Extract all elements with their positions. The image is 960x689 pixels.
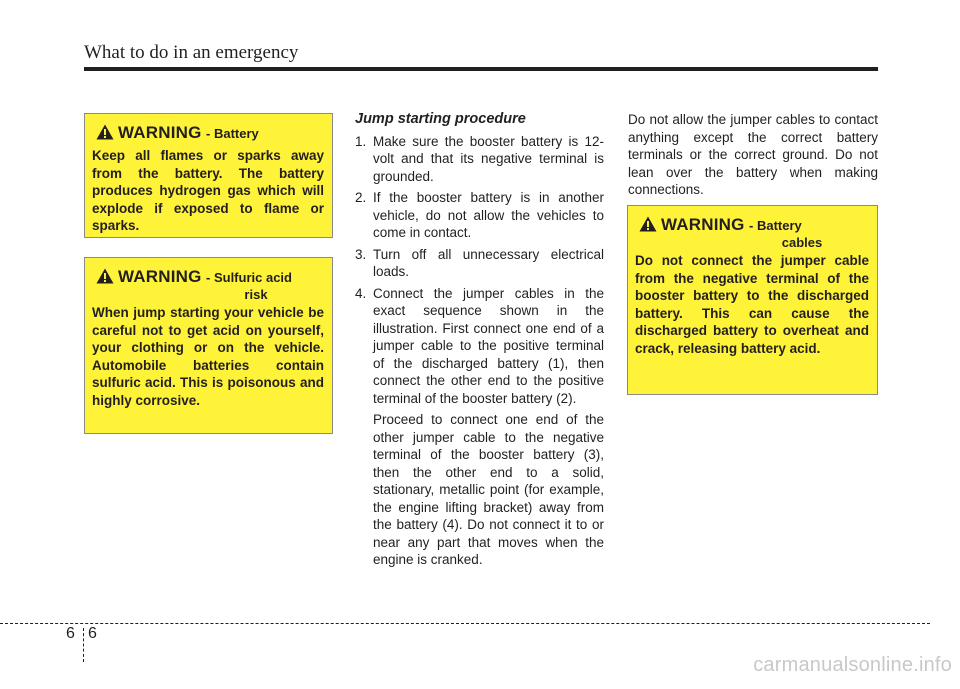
step-number: 1. — [355, 133, 367, 149]
procedure-step — [355, 246, 604, 281]
warning-subject-continued: risk — [244, 287, 268, 302]
step-number: 3. — [355, 246, 367, 262]
procedure-column — [355, 111, 604, 573]
warning-heading — [635, 215, 869, 250]
footer-rule — [0, 623, 930, 624]
warning-body: When jump starting your vehicle be careful not to get acid on yourself, your clothing or on the vehicle. Automobile batteries contain sulfuric acid. This is poisonous and highly corrosive. — [92, 305, 324, 408]
warning-triangle-icon — [96, 124, 114, 140]
procedure-step — [355, 189, 604, 242]
warning-word: WARNING — [118, 123, 202, 142]
section-number: 6 — [66, 625, 75, 642]
step-text: Connect the jumper cables in the exact sequence shown in the illustration. First connect one end of a jumper cable to the positive terminal of the discharged battery (1), then connect the other end to the positive terminal of the booster battery (2). — [373, 285, 604, 406]
procedure-step — [355, 133, 604, 186]
warning-subject: - Battery — [206, 126, 259, 141]
warning-box-battery-cables — [627, 205, 878, 395]
warning-subject: - Battery — [749, 218, 802, 233]
header-title: What to do in an emergency — [84, 42, 299, 63]
footer-divider — [83, 628, 84, 662]
step-text: Turn off all unnecessary electrical loads. — [373, 246, 604, 279]
watermark: carmanualsonline.info — [753, 654, 952, 676]
warning-heading — [92, 267, 324, 302]
warning-subject: - Sulfuric acid — [206, 270, 292, 285]
step-number: 2. — [355, 190, 367, 205]
warning-triangle-icon — [96, 268, 114, 284]
warning-box-sulfuric-acid — [84, 257, 333, 434]
step-text: If the booster battery is in another vehicle, do not allow the vehicles to come in contact. — [373, 190, 604, 240]
cable-caution-paragraph: Do not allow the jumper cables to contact anything except the correct battery terminals or the correct ground. Do not lean over the battery when making connections. — [628, 112, 878, 197]
warning-word: WARNING — [661, 215, 745, 234]
right-column — [628, 111, 878, 199]
step-text: Proceed to connect one end of the other jumper cable to the negative terminal of the booster battery (3), then the other end to a solid, stationary, metallic point (for example, the engine lifting bracket) away from the battery (4). Do not connect it to or near any part that moves when the engine is cranked. — [373, 412, 604, 567]
warning-body: Keep all flames or sparks away from the battery. The battery produces hydrogen gas which will explode if exposed to flame or sparks. — [92, 148, 324, 233]
step-number: 4. — [355, 285, 367, 301]
warning-word: WARNING — [118, 267, 202, 286]
procedure-step — [355, 285, 604, 408]
header-rule — [84, 67, 878, 71]
warning-box-battery — [84, 113, 333, 238]
procedure-step-continued — [355, 411, 604, 569]
warning-body: Do not connect the jumper cable from the negative terminal of the booster battery to the discharged battery. This can cause the discharged battery to overheat and crack, releasing battery acid. — [635, 253, 869, 356]
warning-subject-continued: cables — [781, 235, 823, 250]
warning-triangle-icon — [639, 216, 657, 232]
step-text: Make sure the booster battery is 12-volt and that its negative terminal is grounded. — [373, 133, 604, 184]
procedure-title: Jump starting procedure — [355, 111, 526, 127]
warning-heading — [92, 123, 324, 145]
page-number: 6 — [88, 625, 97, 642]
